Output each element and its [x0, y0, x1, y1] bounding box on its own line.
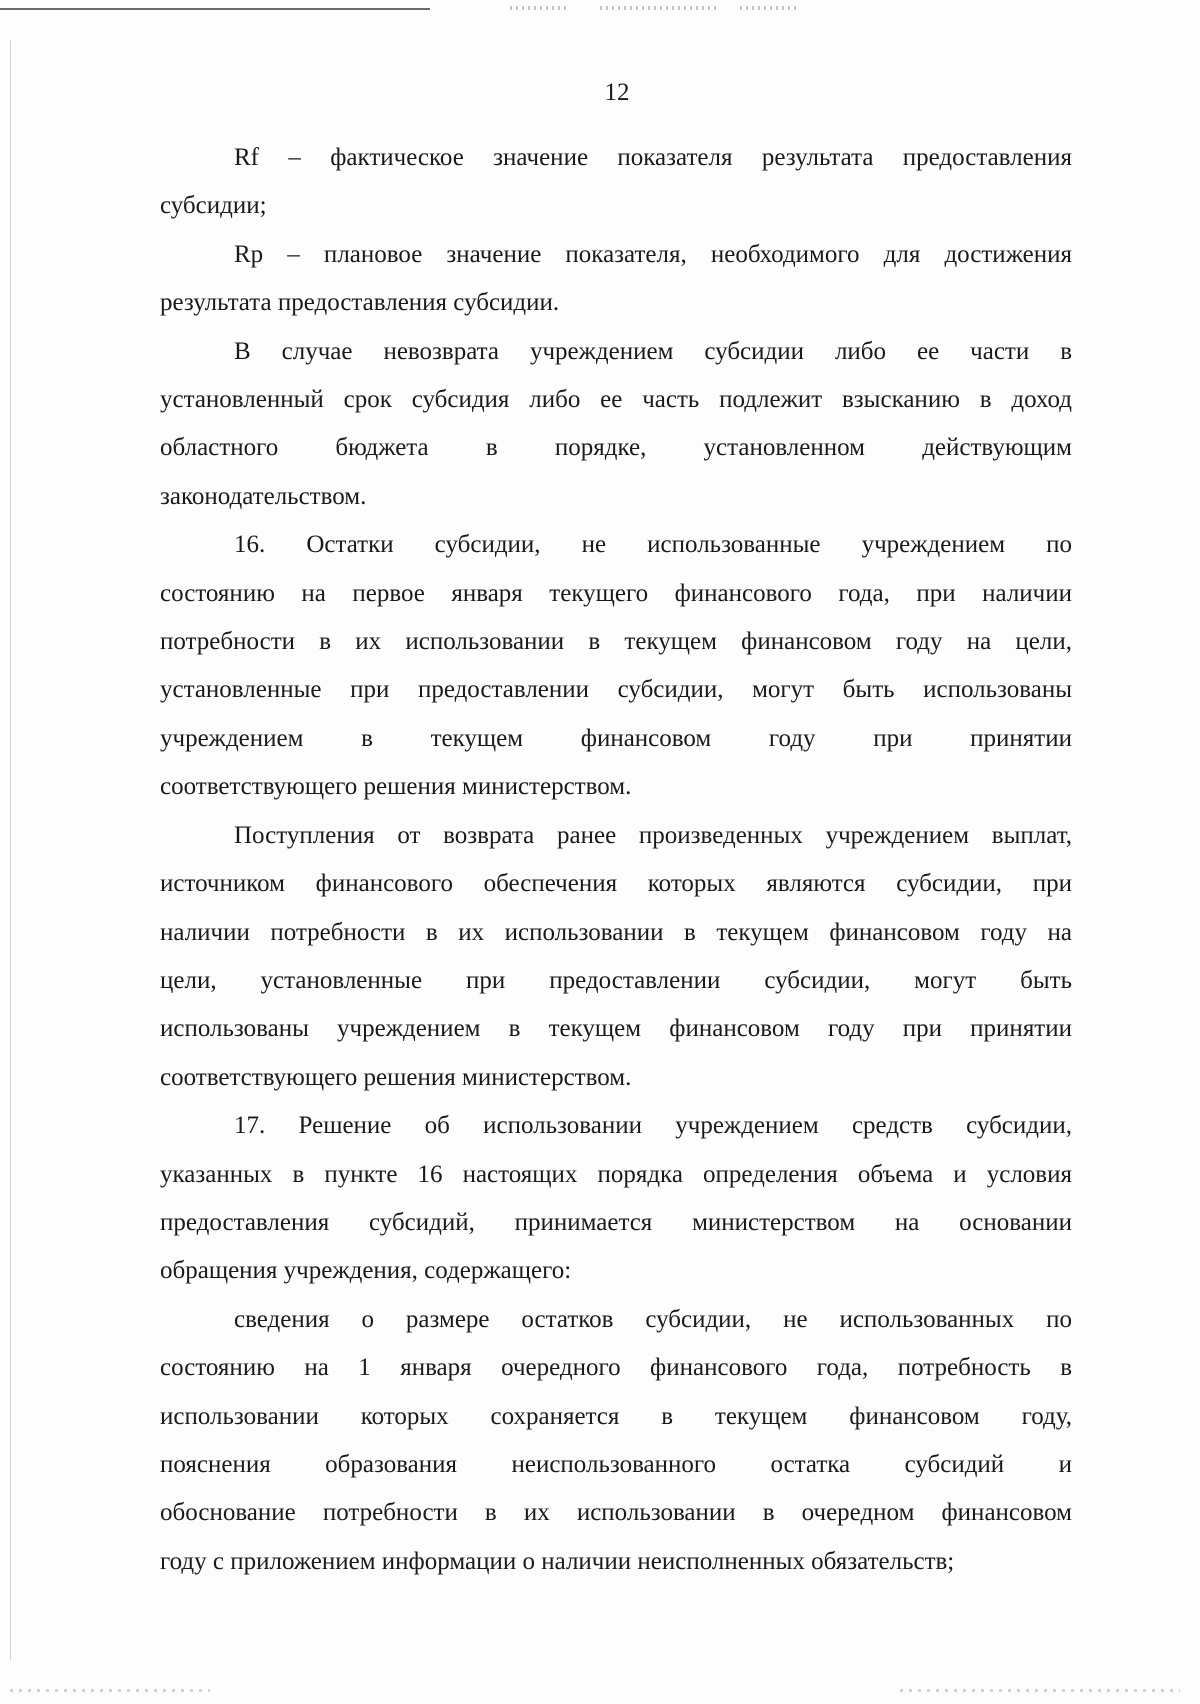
paragraph-17 [160, 1102, 1072, 1296]
text-line: источником финансового обеспечения которых являются субсидии, при [160, 870, 1072, 898]
paragraph-receipts [160, 812, 1072, 1102]
document-body [160, 134, 1072, 1586]
scan-noise [10, 1689, 210, 1692]
text-line: потребности в их использовании в текущем финансовом году на цели, [160, 628, 1072, 656]
text-line: году с приложением информации о наличии неисполненных обязательств; [160, 1547, 955, 1575]
text-line: пояснения образования неиспользованного остатка субсидий и [160, 1450, 1072, 1478]
text-line: состоянию на первое января текущего финансового года, при наличии [160, 579, 1072, 607]
text-line: результата предоставления субсидии. [160, 289, 560, 317]
scan-edge-line [0, 8, 430, 10]
text-line: цели, установленные при предоставлении субсидии, могут быть [160, 966, 1072, 994]
text-line: состоянию на 1 января очередного финансового года, потребность в [160, 1354, 1072, 1382]
scan-noise [510, 6, 570, 10]
text-line: Rp – плановое значение показателя, необходимого для достижения [234, 240, 1072, 268]
paragraph-non-return [160, 328, 1072, 522]
scan-noise [900, 1689, 1180, 1692]
text-line: соответствующего решения министерством. [160, 1063, 632, 1091]
page-number: 12 [604, 79, 630, 106]
text-line: 17. Решение об использовании учреждением средств субсидии, [234, 1112, 1072, 1140]
text-line: использовании которых сохраняется в текущем финансовом году, [160, 1402, 1072, 1430]
text-line: областного бюджета в порядке, установленном действующим [160, 434, 1072, 462]
text-line: Rf – фактическое значение показателя результата предоставления [234, 144, 1072, 171]
text-line: 16. Остатки субсидии, не использованные учреждением по [234, 531, 1072, 559]
text-line: В случае невозврата учреждением субсидии либо ее части в [234, 337, 1072, 365]
scan-noise [600, 6, 720, 10]
text-line: предоставления субсидий, принимается министерством на основании [160, 1208, 1072, 1236]
text-line: законодательством. [160, 482, 367, 510]
text-line: указанных в пункте 16 настоящих порядка определения объема и условия [160, 1160, 1072, 1188]
text-line: использованы учреждением в текущем финансовом году при принятии [160, 1015, 1072, 1043]
text-line: обращения учреждения, содержащего: [160, 1257, 572, 1285]
text-line: обоснование потребности в их использовании в очередном финансовом [160, 1499, 1072, 1527]
text-line: сведения о размере остатков субсидии, не использованных по [234, 1305, 1072, 1333]
text-line: учреждением в текущем финансовом году при принятии [160, 724, 1072, 752]
paragraph-rp-definition [160, 231, 1072, 328]
text-line: соответствующего решения министерством. [160, 773, 632, 801]
text-line: наличии потребности в их использовании в текущем финансовом году на [160, 918, 1072, 946]
text-line: субсидии; [160, 192, 267, 220]
text-line: установленный срок субсидия либо ее часть подлежит взысканию в доход [160, 386, 1072, 414]
paragraph-information [160, 1296, 1072, 1586]
text-line: установленные при предоставлении субсидии, могут быть использованы [160, 676, 1072, 704]
scan-margin-line [10, 40, 11, 1660]
paragraph-16 [160, 521, 1072, 811]
text-line: Поступления от возврата ранее произведенных учреждением выплат, [234, 821, 1072, 849]
paragraph-rf-definition [160, 134, 1072, 231]
scan-noise [740, 6, 800, 10]
